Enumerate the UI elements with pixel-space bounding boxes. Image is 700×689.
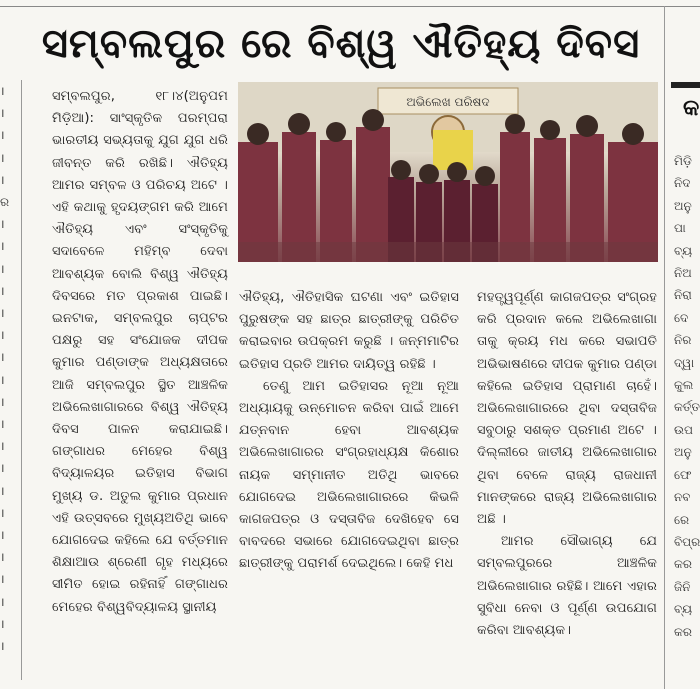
right-edge-line: କର୍ତ୍ତ (674, 400, 700, 415)
left-edge-glyph: । (0, 106, 5, 121)
column-3-paragraph-1: ମହତ୍ତ୍ୱପୂର୍ଣ୍ଣ କାଗଜପତ୍ର ସଂଗ୍ରହ କରି ପ୍ରଦାନ କଲେ ଅଭିଲେଖାଗା ତାକୁ କ୍ରୟ ମଧ କରେ ସଭାପତି ଅଭିଭାଷଣରେ ଦୀପକ କୁମାର ପଣ୍ଡା କହିଲେ ଇତିହାସ ପ୍ରାମାଣ ଚାହେଁ। ଅଭିଲେଖାଗାରରେ ଥିବା ଦସ୍ତାବିଜ ସବୁଠାରୁ ସଶକ୍ତ ପ୍ରମାଣ ଅଟେ । ଦିଲ୍ଲୀରେ ଜାତୀୟ ଅଭିଲେଖାଗାର ଥିବା ବେଳେ ରାଜ୍ୟ ରାଜଧାନୀ ମାନଙ୍କରେ ରାଜ୍ୟ ଅଭିଲେଖାଗାର ଅଛି । (477, 290, 657, 528)
left-edge-glyph: । (0, 505, 5, 520)
right-edge-line: ନିରା (674, 288, 692, 303)
article-photo (238, 82, 658, 262)
left-edge-glyph: । (0, 128, 5, 143)
left-edge-glyph: । (0, 283, 5, 298)
left-edge-glyph: । (0, 217, 5, 232)
photo-banner-text: ଅଭିଲେଖ ପରିଷଦ (406, 95, 490, 109)
left-edge-glyph: । (0, 394, 5, 409)
left-edge-glyph: । (0, 594, 5, 609)
right-edge-line: ବ୍ୟ (674, 602, 693, 617)
left-edge-glyph: । (0, 328, 5, 343)
left-edge-glyph: । (0, 372, 5, 387)
left-edge-glyph: । (0, 528, 5, 543)
left-edge-glyph: । (0, 461, 5, 476)
right-edge-line: ଦ୍ୱା (674, 355, 695, 370)
left-edge-column-fragment (0, 80, 12, 657)
article-headline: ସମ୍ବଲପୁର ରେ ବିଶ୍ୱ ଐତିହ୍ୟ ଦିବସ (41, 21, 641, 67)
left-edge-glyph: । (0, 572, 5, 587)
right-edge-line: ଅନୁ (674, 198, 692, 213)
left-edge-glyph: । (0, 261, 5, 276)
right-edge-line: କର (674, 624, 692, 639)
right-edge-line: କର (674, 557, 692, 572)
right-edge-line: ନିଦ (674, 176, 691, 191)
right-edge-line: କୁଲ (674, 378, 694, 393)
right-edge-line: ପା (674, 221, 686, 236)
left-edge-glyph: । (0, 616, 5, 631)
right-edge-line: ଫେ (674, 467, 692, 482)
right-edge-line: ନିଅ (674, 266, 692, 281)
left-edge-glyph: । (0, 239, 5, 254)
left-edge-glyph: । (0, 150, 5, 165)
top-rule (0, 6, 700, 7)
right-edge-line: ବିପ୍ର (674, 534, 700, 549)
adjacent-article-rule (671, 82, 700, 88)
right-edge-line: ମିଡ଼ି (674, 154, 692, 168)
left-edge-glyph: । (0, 439, 5, 454)
article-column-3 (477, 287, 657, 642)
left-edge-glyph: । (0, 84, 5, 98)
right-edge-line: ବ୍ୟ (674, 243, 693, 258)
left-edge-glyph: । (0, 350, 5, 365)
column-rule-left (21, 80, 22, 680)
left-edge-glyph: । (0, 483, 5, 498)
right-edge-line: ଜିନି (674, 579, 691, 594)
column-3-paragraph-2: ଆମର ସୌଭାଗ୍ୟ ଯେ ସମ୍ବଲପୁରରେ ଆଞ୍ଚଳିକ ଅଭିଲେଖାଗାର ରହିଛି। ଆମେ ଏହାର ସୁବିଧା ନେବା ଓ ପୂର୍ଣ୍ଣ ଉପଯୋଗ କରିବା ଆବଶ୍ୟକ। (477, 534, 657, 639)
adjacent-article-fragment (674, 150, 700, 643)
column-2-paragraph-1: ଐତିହ୍ୟ, ଐତିହାସିକ ଘଟଣା ଏବଂ ଇତିହାସ ପୁରୁଷଙ୍କ ସହ ଛାତ୍ର ଛାତ୍ରୀଙ୍କୁ ପରିଚିତ କରାଇବାର ଉପକ୍ରମ କରୁଛି । ଜନ୍ମମାଟିର ଇତିହାସ ପ୍ରତି ଆମର ଦାୟିତ୍ୱ ରହିଛି । (239, 290, 459, 372)
right-edge-line: ରେ (674, 512, 690, 527)
left-edge-glyph: । (0, 639, 5, 654)
column-rule-right (664, 6, 665, 689)
article-column-1 (52, 86, 228, 619)
photo-illustration (238, 82, 658, 262)
right-edge-line: ନବ (674, 490, 691, 505)
left-edge-glyph: । (0, 550, 5, 565)
column-1-text: ସମ୍ବଲପୁର, ୧୮।୪(ଅନୁପମ ମିଡ଼ିଆ): ସାଂସ୍କୃତିକ ପରମ୍ପରା ଭାରତୀୟ ସଭ୍ୟତାକୁ ଯୁଗ ଯୁଗ ଧରି ଜୀବନ୍ତ କରି ରଖିଛି। ଐତିହ୍ୟ ଆମର ସମ୍ବଳ ଓ ପରିଚୟ ଅଟେ । ଏହି କଥାକୁ ହୃଦୟଙ୍ଗମ କରି ଆମେ ଐତିହ୍ୟ ଏବଂ ସଂସ୍କୃତିକୁ ସଦାବେଳେ ମହିମ୍ବ ଦେବା ଆବଶ୍ୟକ ବୋଲି ବିଶ୍ୱ ଐତିହ୍ୟ ଦିବସରେ ମତ ପ୍ରକାଶ ପାଇଛି। ଇନଟାକ, ସମ୍ବଲପୁର ଚାପ୍ଟର ପକ୍ଷରୁ ସହ ସଂଯୋଜକ ଦୀପକ କୁମାର ପଣ୍ଡାଙ୍କ ଅଧ୍ୟକ୍ଷତାରେ ଆଜି ସମ୍ବଲପୁର ସ୍ଥିତ ଆଞ୍ଚଳିକ ଅଭିଲେଖାଗାରରେ ବିଶ୍ୱ ଐତିହ୍ୟ ଦିବସ ପାଳନ କରାଯାଇଛି। ଗଙ୍ଗାଧର ମେହେର ବିଶ୍ୱ ବିଦ୍ୟାଳୟର ଇତିହାସ ବିଭାଗ ମୁଖ୍ୟ ଡ. ଅତୁଲ କୁମାର ପ୍ରଧାନ ଏହି ଉତ୍ସବରେ ମୁଖ୍ୟଅତିଥି ଭାବେ ଯୋଗଦେଇ କହିଲେ ଯେ ବର୍ତ୍ତମାନ ଶିକ୍ଷାଆଉ ଶ୍ରେଣୀ ଗୃହ ମଧ୍ୟରେ ସୀମିତ ହୋଇ ରହିନାହିଁ ଗଙ୍ଗାଧର ମେହେର ବିଶ୍ୱବିଦ୍ୟାଳୟ ସ୍ଥାନୀୟ (52, 89, 228, 615)
left-edge-glyph: । (0, 417, 5, 432)
left-edge-glyph: । (0, 306, 5, 321)
right-edge-line: ଅନୁ (674, 445, 692, 460)
right-edge-line: ନିର (674, 333, 692, 348)
left-edge-glyph: । (0, 172, 5, 187)
column-2-paragraph-2: ତେଣୁ ଆମ ଇତିହାସର ନୂଆ ନୂଆ ଅଧ୍ୟାୟକୁ ଉନ୍ମୋଚନ କରିବା ପାଇଁ ଆମେ ଯତ୍ନବାନ ହେବା ଆବଶ୍ୟକ ଅଭିଲେଖାଗାରର ସଂଗ୍ରହାଧ୍ୟକ୍ଷ କିଶୋର ନାୟକ ସମ୍ମାନୀତ ଅତିଥି ଭାବରେ ଯୋଗଦେଇ ଅଭିଲେଖାଗାରରେ କିଭଳି କାଗଜପତ୍ର ଓ ଦସ୍ତାବିଜ ଦେଖିହେବ ସେ ବାବଦରେ ସଭାରେ ଯୋଗଦେଇଥିବା ଛାତ୍ର ଛାତ୍ରୀଙ୍କୁ ପରାମର୍ଶ ଦେଇଥିଲେ। କେହି ମଧ (239, 378, 459, 572)
left-edge-glyph: ର (0, 195, 10, 210)
adjacent-article-title: କ (683, 96, 700, 121)
right-edge-line: ଦେ (674, 310, 689, 325)
article-column-2 (239, 287, 459, 576)
right-edge-line: ଉପ (674, 422, 693, 437)
